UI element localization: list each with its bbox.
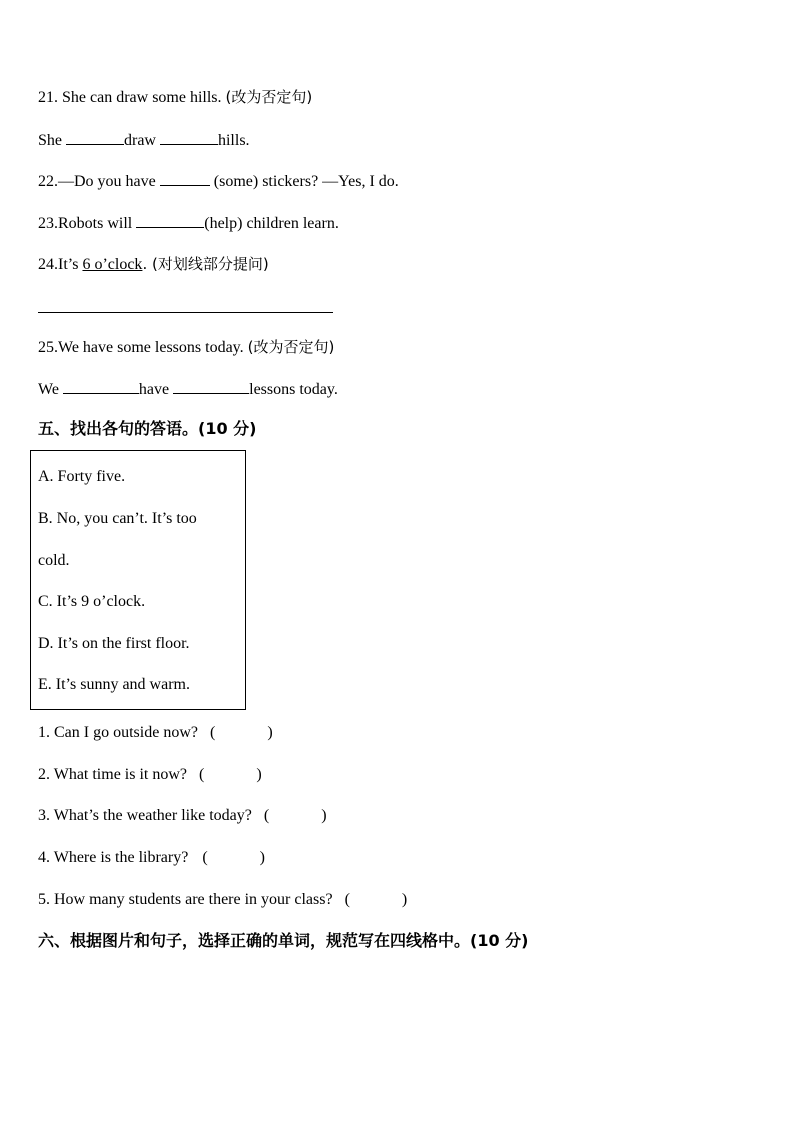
answer-blank[interactable] <box>160 129 218 145</box>
match-question-5 <box>38 890 407 910</box>
answer-word: have <box>138 381 170 398</box>
answer-blank[interactable] <box>63 378 139 394</box>
answer-paren[interactable]: ( ) <box>344 891 408 908</box>
question-24-note: . (对划线部分提问) <box>142 255 269 273</box>
question-21 <box>38 87 312 108</box>
question-22 <box>38 170 399 192</box>
answer-blank[interactable] <box>66 129 124 145</box>
match-question-text: 4. Where is the library? <box>38 849 189 866</box>
match-question-text: 5. How many students are there in your class? <box>38 891 333 908</box>
question-21-note: (改为否定句) <box>225 88 313 106</box>
question-21-answer <box>38 129 250 151</box>
question-25-text: 25.We have some lessons today. <box>38 339 244 356</box>
match-question-text: 3. What’s the weather like today? <box>38 807 252 824</box>
match-question-3 <box>38 806 327 826</box>
question-21-text: 21. She can draw some hills. <box>38 89 222 106</box>
options-box <box>30 450 246 710</box>
question-23-pre: 23.Robots will <box>38 215 133 232</box>
option-d: D. It’s on the first floor. <box>38 635 190 652</box>
question-24-pre: 24.It’s <box>38 256 79 273</box>
option-a: A. Forty five. <box>38 468 126 485</box>
option-b: B. No, you can’t. It’s too <box>38 510 197 527</box>
answer-paren[interactable]: ( ) <box>202 849 265 866</box>
question-25 <box>38 337 334 358</box>
option-c: C. It’s 9 o’clock. <box>38 593 146 610</box>
match-question-4 <box>38 848 265 868</box>
answer-blank[interactable] <box>136 212 204 228</box>
question-25-note: (改为否定句) <box>247 338 335 356</box>
question-23-post: (help) children learn. <box>204 215 339 232</box>
section-6-title: 六、根据图片和句子，选择正确的单词，规范写在四线格中。(10 分) <box>38 931 529 950</box>
question-25-answer <box>38 378 338 400</box>
option-e: E. It’s sunny and warm. <box>38 676 190 693</box>
match-question-text: 2. What time is it now? <box>38 766 188 783</box>
answer-line[interactable] <box>38 312 333 313</box>
answer-word: lessons today. <box>249 381 338 398</box>
answer-word: We <box>38 381 59 398</box>
answer-paren[interactable]: ( ) <box>263 807 327 824</box>
match-question-1 <box>38 723 273 743</box>
answer-word: hills. <box>217 132 250 149</box>
answer-word: draw <box>124 132 156 149</box>
match-question-2 <box>38 765 262 785</box>
match-question-text: 1. Can I go outside now? <box>38 724 198 741</box>
question-22-post: (some) stickers? —Yes, I do. <box>213 173 399 190</box>
option-b-cont: cold. <box>38 552 70 569</box>
answer-blank[interactable] <box>160 170 210 186</box>
answer-paren[interactable]: ( ) <box>209 724 273 741</box>
section-5-title: 五、找出各句的答语。(10 分) <box>38 419 257 438</box>
question-23 <box>38 212 339 234</box>
question-24 <box>38 254 269 275</box>
answer-blank[interactable] <box>173 378 249 394</box>
answer-word: She <box>38 132 62 149</box>
question-24-underlined: 6 o’clock <box>82 256 143 273</box>
question-22-pre: 22.—Do you have <box>38 173 156 190</box>
answer-paren[interactable]: ( ) <box>199 766 262 783</box>
